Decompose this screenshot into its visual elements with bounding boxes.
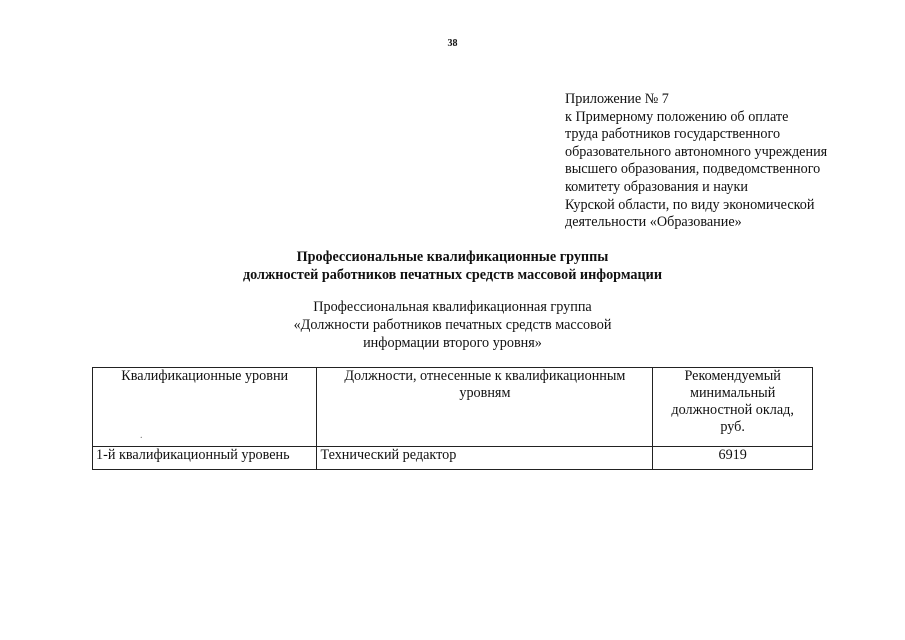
header-text: должностной оклад, xyxy=(671,402,794,418)
header-text: Должности, отнесенные к квалификационным xyxy=(344,368,626,384)
table-header-row xyxy=(93,368,813,447)
header-qualification-levels xyxy=(93,368,317,447)
subheading-line: информации второго уровня» xyxy=(363,335,542,351)
appendix-line: деятельности «Образование» xyxy=(565,214,742,231)
appendix-line: комитету образования и науки xyxy=(565,178,748,195)
group-subheading xyxy=(0,298,905,352)
appendix-line: Курской области, по виду экономической xyxy=(565,196,815,213)
cell-position: Технический редактор xyxy=(317,447,653,470)
header-text: минимальный xyxy=(689,385,776,401)
document-heading xyxy=(0,248,905,284)
heading-line: Профессиональные квалификационные группы xyxy=(296,249,609,265)
cell-salary: 6919 xyxy=(653,447,813,470)
appendix-note xyxy=(565,91,895,232)
heading-line: должностей работников печатных средств массовой информации xyxy=(242,267,663,283)
subheading-line: Профессиональная квалификационная группа xyxy=(313,299,592,315)
appendix-line: Приложение № 7 xyxy=(565,91,669,107)
appendix-line: высшего образования, подведомственного xyxy=(565,161,821,178)
appendix-line: труда работников государственного xyxy=(565,126,781,143)
cell-level: 1-й квалификационный уровень xyxy=(93,447,317,470)
header-text: Квалификационные уровни xyxy=(121,368,289,384)
header-positions xyxy=(317,368,653,447)
header-text: уровням xyxy=(459,385,511,401)
header-text: Рекомендуемый xyxy=(684,368,781,384)
subheading-line: «Должности работников печатных средств массовой xyxy=(293,317,612,333)
appendix-line: к Примерному положению об оплате xyxy=(565,108,789,125)
header-text: руб. xyxy=(720,419,745,435)
page-number: 38 xyxy=(447,38,458,49)
table-row xyxy=(93,447,813,470)
header-salary xyxy=(653,368,813,447)
scan-speck: . xyxy=(140,430,143,441)
qualification-table xyxy=(92,367,813,470)
appendix-line: образовательного автономного учреждения xyxy=(565,143,828,160)
